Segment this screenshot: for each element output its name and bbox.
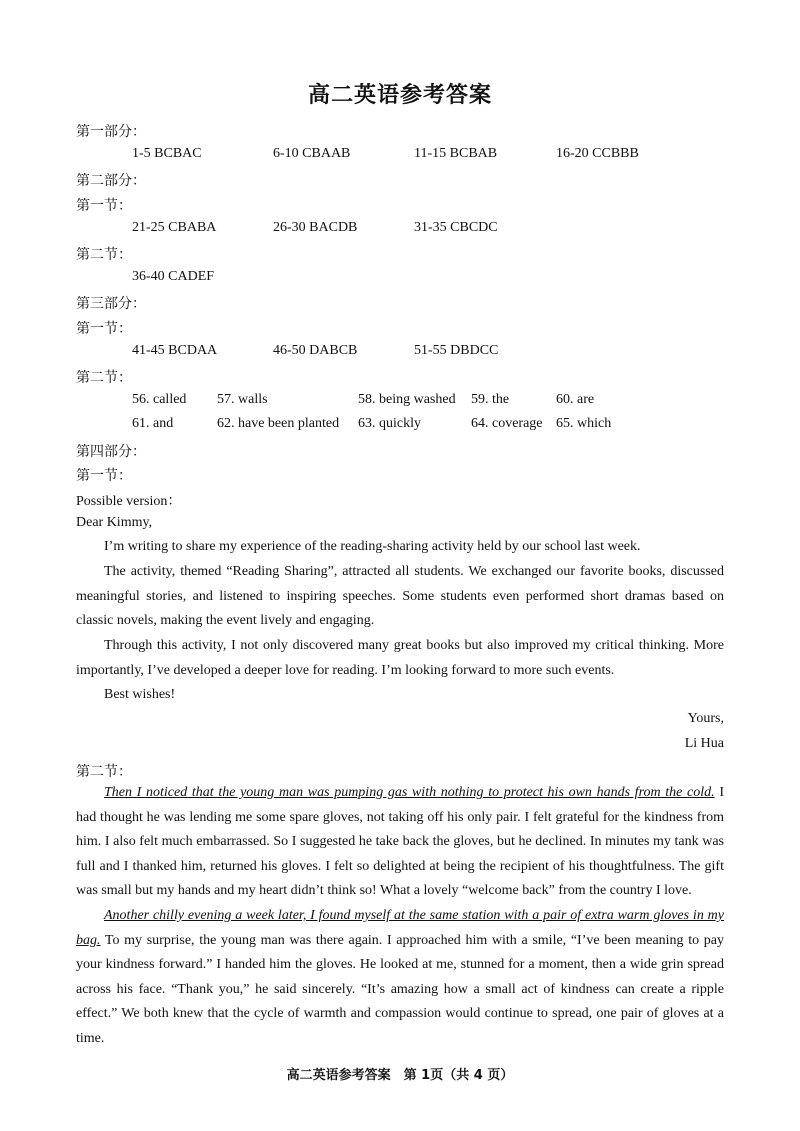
part4-section1-label: 第一节： [76, 469, 132, 484]
fill-answer: 58. being washed [358, 392, 456, 407]
letter-signoff: Yours, [687, 711, 724, 726]
part3-label: 第三部分： [76, 297, 146, 312]
answer-group: 1-5 BCBAC [132, 146, 202, 161]
answer-group: 31-35 CBCDC [414, 220, 498, 235]
part3-section1-label: 第一节： [76, 322, 132, 337]
answer-group: 6-10 CBAAB [273, 146, 351, 161]
part4-section2-label: 第二节： [76, 765, 132, 780]
answer-group: 36-40 CADEF [132, 269, 215, 284]
answer-group: 26-30 BACDB [273, 220, 358, 235]
fill-answer: 61. and [132, 416, 174, 431]
fill-answer: 64. coverage [471, 416, 543, 431]
part1-label: 第一部分： [76, 125, 146, 140]
answer-group: 16-20 CCBBB [556, 146, 639, 161]
part3-section2-label: 第二节： [76, 371, 132, 386]
fill-answer: 62. have been planted [217, 416, 340, 431]
letter-closing: Best wishes! [104, 687, 176, 702]
answer-group: 41-45 BCDAA [132, 343, 218, 358]
page-title: 高二英语参考答案 [307, 83, 492, 108]
part2-section1-label: 第一节： [76, 199, 132, 214]
part2-label: 第二部分： [76, 174, 146, 189]
letter-signature: Li Hua [684, 736, 724, 751]
letter-paragraph: The activity, themed “Reading Sharing”, attracted all students. We exchanged our favorite books, discussed meaningful stories, and listened to inspiring speeches. Some students even performed short dramas based on classic novels, making the event lively and engaging. [76, 564, 724, 629]
underlined-sentence: Then I noticed that the young man was pumping gas with nothing to protect his own hands from the cold. [104, 785, 715, 800]
fill-answer: 60. are [556, 392, 595, 407]
part2-section2-label: 第二节： [76, 248, 132, 263]
answer-group: 46-50 DABCB [273, 343, 358, 358]
letter-greeting: Dear Kimmy, [76, 515, 153, 530]
paragraph-text: To my surprise, the young man was there again. I approached him with a smile, “I’ve been meaning to pay your kindness forward.” I handed him the gloves. He looked at me, stunned for a moment, then a wide grin spread across his face. “Thank you,” he said sincerely. “It’s amazing how a small act of kindness can create a ripple effect.” We both knew that the cycle of warmth and compassion would continue to spread, one pair of gloves at a time. [76, 932, 724, 1046]
page-footer: 高二英语参考答案 第 1页（共 4 页） [286, 1068, 514, 1083]
continuation-paragraph [76, 904, 724, 1052]
letter-paragraph: I’m writing to share my experience of the reading-sharing activity held by our school last week. [104, 539, 641, 554]
part4-label: 第四部分： [76, 445, 146, 460]
paragraph-text: I had thought he was lending me some spare gloves, not taking off his only pair. I felt grateful for the kindness from him. I also felt much embarrassed. So I suggested he take back the gloves, but he declined. In minutes my tank was full and I thanked him, returned his gloves. I felt so delighted at being the recipient of his thoughtfulness. The gift was small but my hands and my heart didn’t think so! What a lovely “welcome back” from the country I love. [76, 785, 724, 899]
answer-group: 51-55 DBDCC [414, 343, 499, 358]
continuation-paragraph [76, 781, 724, 904]
letter-paragraph: Through this activity, I not only discovered many great books but also improved my critical thinking. More importantly, I’ve developed a deeper love for reading. I’m looking forward to more such events. [76, 638, 724, 678]
answer-group: 21-25 CBABA [132, 220, 217, 235]
fill-answer: 57. walls [217, 392, 268, 407]
fill-answer: 63. quickly [358, 416, 421, 431]
fill-answer: 65. which [556, 416, 612, 431]
answer-group: 11-15 BCBAB [414, 146, 498, 161]
underlined-sentence: Another chilly evening a week later, I found myself at the same station with a pair of extra warm gloves in my bag. [76, 908, 724, 948]
fill-answer: 56. called [132, 392, 187, 407]
fill-answer: 59. the [471, 392, 510, 407]
version-label: Possible version： [76, 494, 182, 509]
